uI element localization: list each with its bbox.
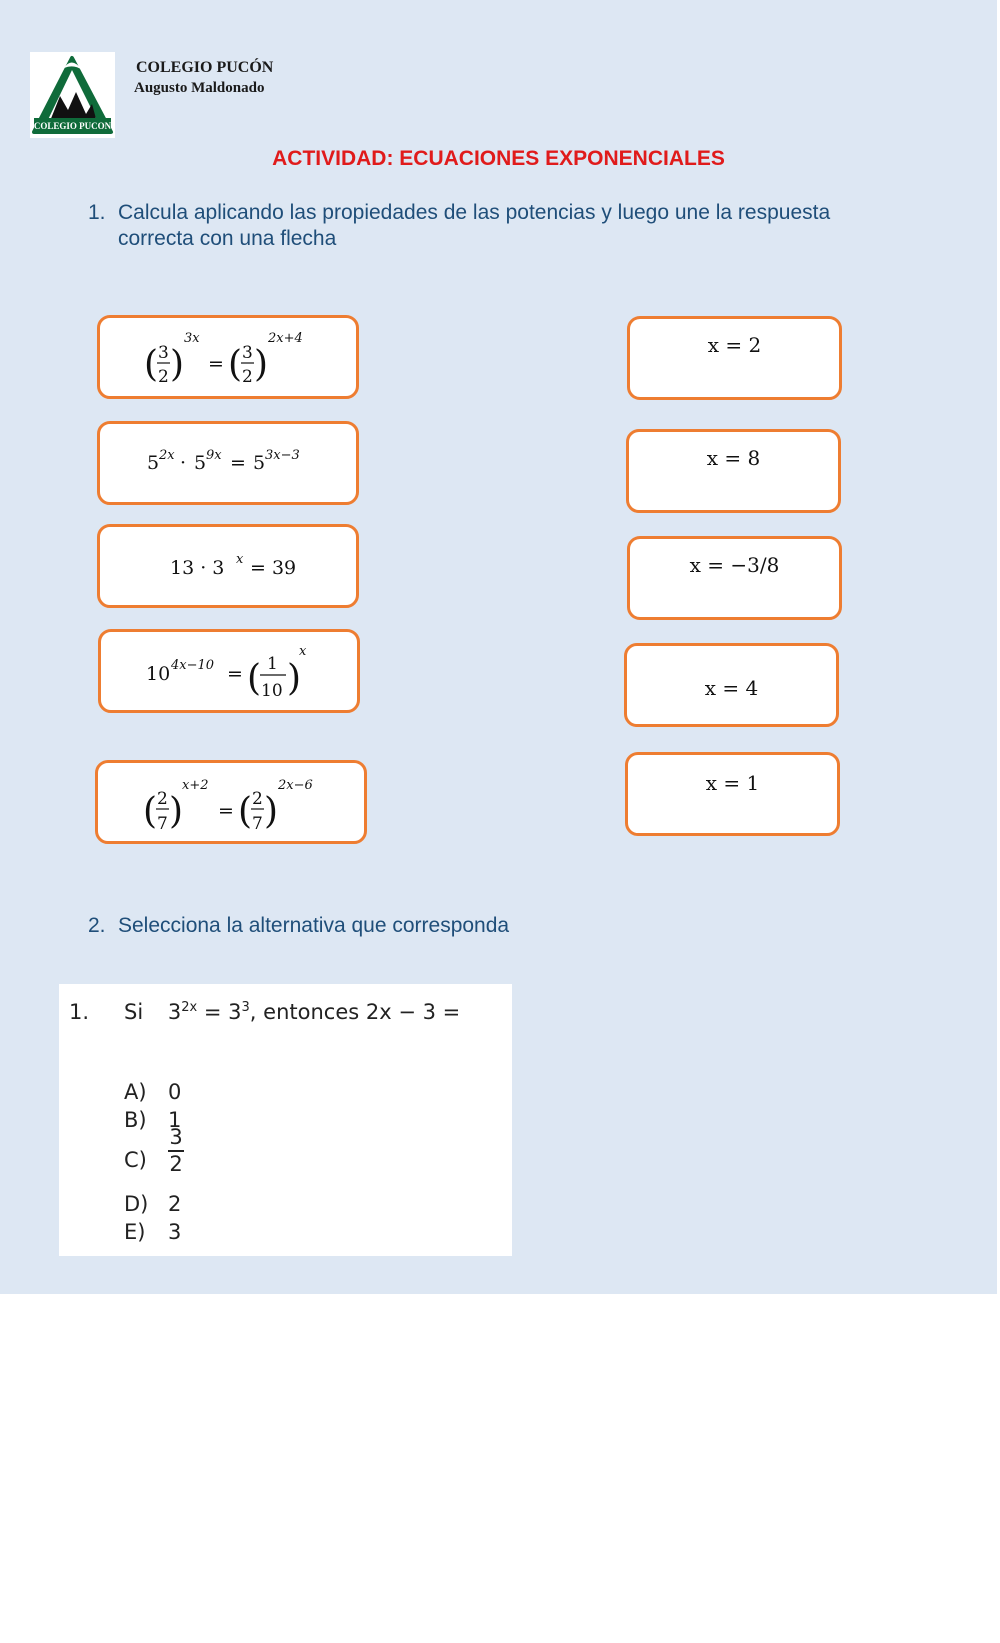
mc-stem: Si $3^{2x} = 3^3$, entonces 2x − 3 = bbox=[124, 1000, 461, 1024]
svg-text:2: 2 bbox=[242, 367, 253, 387]
equation-5 bbox=[98, 763, 364, 841]
equation-2 bbox=[100, 424, 356, 502]
svg-text:·: · bbox=[180, 452, 187, 474]
svg-text:2: 2 bbox=[252, 789, 263, 809]
svg-text:x: x bbox=[299, 644, 307, 659]
answer-1: x = 2 bbox=[707, 333, 762, 357]
svg-text:7: 7 bbox=[252, 814, 263, 834]
option-d-letter: D) bbox=[124, 1192, 149, 1216]
svg-text:2: 2 bbox=[158, 367, 169, 387]
svg-text:1: 1 bbox=[267, 654, 278, 674]
svg-text:5: 5 bbox=[253, 452, 266, 474]
svg-text:x: x bbox=[236, 552, 244, 567]
multiple-choice-panel bbox=[59, 984, 512, 1256]
svg-text:=: = bbox=[208, 353, 224, 375]
school-subtitle: Augusto Maldonado bbox=[134, 80, 265, 96]
svg-text:=: = bbox=[230, 452, 246, 474]
svg-text:(: ( bbox=[238, 791, 253, 832]
equation-box-4[interactable] bbox=[98, 629, 360, 713]
svg-text:): ) bbox=[254, 344, 269, 385]
svg-text:10: 10 bbox=[261, 681, 283, 701]
option-c-letter: C) bbox=[124, 1148, 147, 1172]
mc-stem-end: , entonces 2x − 3 = bbox=[249, 1000, 461, 1024]
equation-1 bbox=[100, 318, 356, 396]
svg-text:): ) bbox=[169, 791, 184, 832]
option-e-letter: E) bbox=[124, 1220, 146, 1244]
answer-3: x = −3/8 bbox=[689, 553, 780, 577]
option-a-value: 0 bbox=[168, 1080, 182, 1104]
school-logo bbox=[30, 52, 115, 138]
svg-text:5: 5 bbox=[147, 452, 160, 474]
svg-text:= 39: = 39 bbox=[250, 557, 297, 579]
svg-text:3x: 3x bbox=[184, 331, 200, 346]
option-b-value: 1 bbox=[168, 1108, 182, 1132]
equation-box-1[interactable] bbox=[97, 315, 359, 399]
svg-text:2x: 2x bbox=[159, 448, 175, 463]
option-d[interactable] bbox=[124, 1192, 182, 1216]
equation-box-5[interactable] bbox=[95, 760, 367, 844]
logo-text: COLEGIO PUCON bbox=[33, 121, 112, 131]
svg-text:10: 10 bbox=[146, 663, 171, 685]
svg-text:x+2: x+2 bbox=[182, 778, 209, 793]
equation-box-2[interactable] bbox=[97, 421, 359, 505]
question-2-text: Selecciona la alternativa que corresponda bbox=[118, 914, 510, 937]
svg-text:3x−3: 3x−3 bbox=[265, 448, 300, 463]
svg-text:(: ( bbox=[143, 791, 158, 832]
option-d-value: 2 bbox=[168, 1192, 182, 1216]
svg-text:3: 3 bbox=[158, 343, 169, 363]
answer-2: x = 8 bbox=[706, 446, 761, 470]
svg-text:): ) bbox=[264, 791, 279, 832]
svg-text:(: ( bbox=[144, 344, 159, 385]
svg-text:(: ( bbox=[247, 658, 262, 699]
svg-text:): ) bbox=[170, 344, 185, 385]
option-e-value: 3 bbox=[168, 1220, 182, 1244]
school-name: COLEGIO PUCÓN bbox=[136, 59, 274, 76]
svg-text:3: 3 bbox=[242, 343, 253, 363]
option-a-letter: A) bbox=[124, 1080, 147, 1104]
svg-text:2: 2 bbox=[157, 789, 168, 809]
activity-title: ACTIVIDAD: ECUACIONES EXPONENCIALES bbox=[272, 147, 725, 170]
svg-text:2x+4: 2x+4 bbox=[268, 331, 303, 346]
option-e[interactable] bbox=[124, 1220, 182, 1244]
option-a[interactable] bbox=[124, 1080, 182, 1104]
option-c[interactable] bbox=[124, 1125, 183, 1176]
svg-text:=: = bbox=[227, 663, 243, 685]
question-1-number: 1. bbox=[88, 201, 106, 224]
answer-box-5[interactable] bbox=[625, 752, 840, 836]
answer-box-4[interactable] bbox=[624, 643, 839, 727]
equation-4 bbox=[101, 632, 357, 710]
svg-text:2x−6: 2x−6 bbox=[278, 778, 313, 793]
equation-box-3[interactable] bbox=[97, 524, 359, 608]
question-1-text: Calcula aplicando las propiedades de las potencias y luego une la respuesta correcta con una flecha bbox=[118, 201, 831, 250]
svg-text:7: 7 bbox=[157, 814, 168, 834]
equation-3 bbox=[100, 527, 356, 605]
svg-text:9x: 9x bbox=[206, 448, 222, 463]
svg-text:4x−10: 4x−10 bbox=[171, 658, 215, 673]
answer-box-3[interactable] bbox=[627, 536, 842, 620]
option-c-value: 3 2 bbox=[169, 1125, 183, 1176]
svg-text:5: 5 bbox=[194, 452, 207, 474]
question-2-number: 2. bbox=[88, 914, 106, 937]
svg-text:(: ( bbox=[228, 344, 243, 385]
svg-text:=: = bbox=[218, 800, 234, 822]
answer-5: x = 1 bbox=[705, 771, 760, 795]
answer-box-2[interactable] bbox=[626, 429, 841, 513]
svg-text:13 · 3: 13 · 3 bbox=[170, 557, 225, 579]
mc-number: 1. bbox=[69, 1000, 90, 1024]
answer-4: x = 4 bbox=[704, 676, 759, 700]
mc-stem-si: Si bbox=[124, 1000, 144, 1024]
answer-box-1[interactable] bbox=[627, 316, 842, 400]
svg-text:): ) bbox=[287, 658, 302, 699]
option-b-letter: B) bbox=[124, 1108, 147, 1132]
option-b[interactable] bbox=[124, 1108, 182, 1132]
